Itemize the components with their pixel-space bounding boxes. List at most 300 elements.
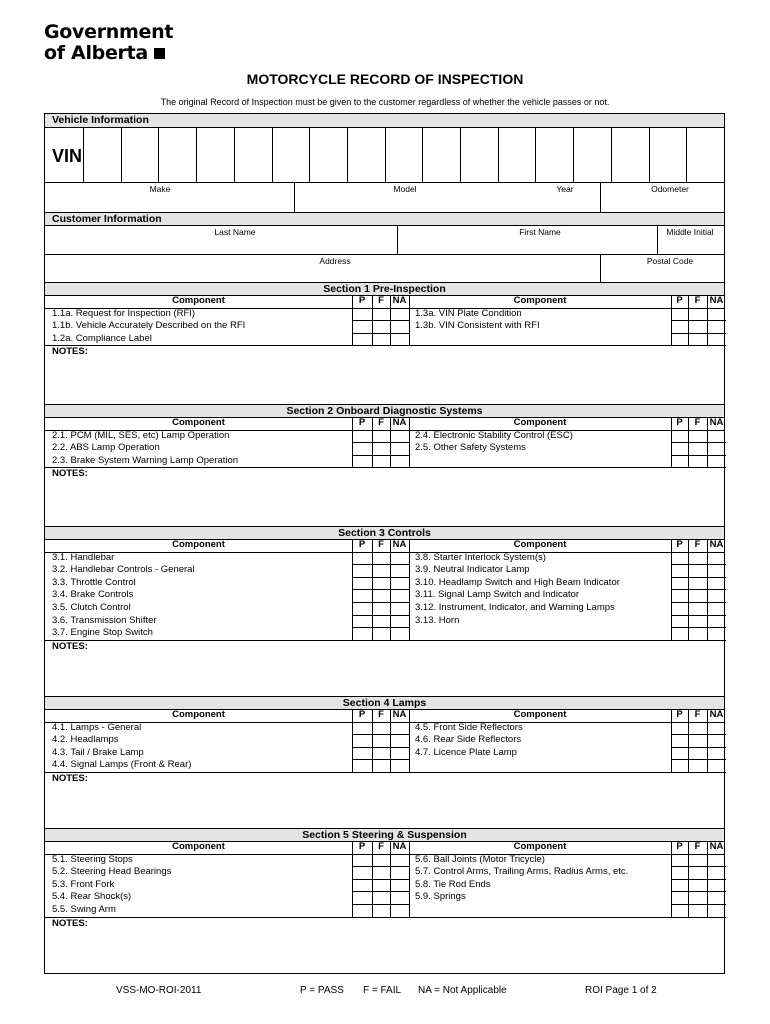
column-header-p: P [358,709,366,720]
page-subtitle: The original Record of Inspection must be given to the customer regardless of whether the vehicle passes or not. [160,97,610,107]
result-na-checkbox[interactable] [390,602,409,615]
section-title: Section 4 Lamps [45,696,724,710]
result-f-checkbox[interactable] [688,627,707,640]
grid-line [352,879,409,880]
grid-line [352,709,353,772]
vin-char-box[interactable] [83,127,121,182]
grid-line [671,904,726,905]
component-item: 2.1. PCM (MIL, SES, etc) Lamp Operation [52,429,230,441]
notes-label: NOTES: [52,640,88,652]
grid-line [671,577,726,578]
result-na-checkbox[interactable] [707,627,726,640]
grid-line [352,759,409,760]
component-item: 3.12. Instrument, Indicator, and Warning Lamps [415,602,615,613]
first-name-field[interactable] [398,236,657,254]
grid-line [352,615,409,616]
result-na-checkbox[interactable] [390,320,409,333]
result-na-checkbox[interactable] [707,904,726,917]
result-f-checkbox[interactable] [688,308,707,321]
result-f-checkbox[interactable] [688,552,707,565]
grid-line [372,295,373,345]
result-p-checkbox[interactable] [352,879,372,892]
component-item: 5.8. Tie Rod Ends [415,878,491,890]
grid-line [671,879,726,880]
form-code: VSS-MO-ROI-2011 [116,985,202,996]
result-f-checkbox[interactable] [688,615,707,628]
component-item: 3.5. Clutch Control [52,602,131,613]
result-f-checkbox[interactable] [372,589,390,602]
legend-pass: P = PASS [300,985,344,996]
vin-char-box[interactable] [686,127,724,182]
logo-line-2: of Alberta [44,42,148,64]
notes-label: NOTES: [52,346,88,358]
result-p-checkbox[interactable] [352,577,372,590]
grid-line [671,333,726,334]
result-p-checkbox[interactable] [671,589,688,602]
grid-line [671,747,726,748]
component-item: 3.2. Handlebar Controls - General [52,564,195,576]
result-f-checkbox[interactable] [372,552,390,565]
result-f-checkbox[interactable] [688,564,707,577]
result-f-checkbox[interactable] [372,577,390,590]
result-p-checkbox[interactable] [671,577,688,590]
result-f-checkbox[interactable] [372,854,390,867]
result-p-checkbox[interactable] [352,589,372,602]
result-na-checkbox[interactable] [390,866,409,879]
result-na-checkbox[interactable] [707,430,726,443]
result-p-checkbox[interactable] [352,759,372,772]
component-item: 3.7. Engine Stop Switch [52,627,153,639]
result-p-checkbox[interactable] [671,455,688,468]
component-item: 3.11. Signal Lamp Switch and Indicator [415,589,580,601]
grid-line [45,467,724,468]
result-p-checkbox[interactable] [352,308,372,321]
grid-line [352,295,353,345]
grid-line [372,709,373,772]
column-header-p: P [358,417,366,428]
result-na-checkbox[interactable] [707,891,726,904]
result-f-checkbox[interactable] [372,615,390,628]
column-header-f: F [694,841,701,852]
notes-label: NOTES: [52,468,88,480]
grid-line [390,539,391,640]
result-na-checkbox[interactable] [707,866,726,879]
result-f-checkbox[interactable] [372,866,390,879]
logo-square-icon [154,48,165,59]
component-item: 3.13. Horn [415,614,460,626]
result-f-checkbox[interactable] [372,320,390,333]
component-item: 5.7. Control Arms, Trailing Arms, Radius Arms, etc. [415,866,629,878]
result-p-checkbox[interactable] [352,734,372,747]
grid-line [688,295,689,345]
result-p-checkbox[interactable] [352,627,372,640]
make-field[interactable] [45,192,294,212]
address-field[interactable] [45,265,600,283]
result-p-checkbox[interactable] [352,615,372,628]
result-f-checkbox[interactable] [372,904,390,917]
page-title: MOTORCYCLE RECORD OF INSPECTION [246,71,524,87]
component-item: 2.3. Brake System Warning Lamp Operation [52,454,239,466]
result-p-checkbox[interactable] [352,722,372,735]
grid-line [390,709,391,772]
result-na-checkbox[interactable] [390,564,409,577]
address-label: Address [319,256,351,266]
component-item: 5.4. Rear Shock(s) [52,891,132,903]
result-f-checkbox[interactable] [688,602,707,615]
grid-line [352,320,409,321]
result-f-checkbox[interactable] [372,455,390,468]
result-na-checkbox[interactable] [390,759,409,772]
vin-char-box[interactable] [272,127,310,182]
grid-line [671,866,726,867]
result-p-checkbox[interactable] [671,747,688,760]
grid-line [352,747,409,748]
result-na-checkbox[interactable] [390,308,409,321]
result-p-checkbox[interactable] [352,866,372,879]
result-p-checkbox[interactable] [352,333,372,346]
result-na-checkbox[interactable] [707,577,726,590]
result-p-checkbox[interactable] [671,308,688,321]
result-na-checkbox[interactable] [707,442,726,455]
result-f-checkbox[interactable] [372,734,390,747]
grid-line [671,709,672,772]
result-f-checkbox[interactable] [688,589,707,602]
result-f-checkbox[interactable] [688,442,707,455]
column-header-p: P [676,295,683,306]
result-p-checkbox[interactable] [671,615,688,628]
result-f-checkbox[interactable] [688,734,707,747]
grid-line [352,455,409,456]
header-divider [45,552,724,553]
component-item: 4.6. Rear Side Reflectors [415,734,522,746]
middle-initial-field[interactable] [658,236,725,254]
result-f-checkbox[interactable] [372,442,390,455]
result-na-checkbox[interactable] [707,734,726,747]
component-item: 3.8. Starter Interlock System(s) [415,551,546,563]
result-na-checkbox[interactable] [707,615,726,628]
vin-char-box[interactable] [573,127,611,182]
page-number: ROI Page 1 of 2 [585,985,657,996]
result-p-checkbox[interactable] [671,891,688,904]
component-item [415,455,670,468]
notes-field[interactable] [45,930,724,973]
column-header-na: NA [709,841,724,852]
grid-line [352,442,409,443]
column-header-na: NA [709,295,724,306]
logo-line-1: Government [44,21,174,43]
column-header-f: F [378,295,384,306]
grid-line [671,417,672,467]
result-na-checkbox[interactable] [390,442,409,455]
result-p-checkbox[interactable] [671,866,688,879]
component-item [415,904,670,917]
result-p-checkbox[interactable] [352,891,372,904]
result-f-checkbox[interactable] [688,891,707,904]
result-p-checkbox[interactable] [671,627,688,640]
vin-char-box[interactable] [121,127,159,182]
result-na-checkbox[interactable] [390,615,409,628]
grid-line [688,841,689,917]
result-p-checkbox[interactable] [671,564,688,577]
vin-char-box[interactable] [498,127,536,182]
vin-char-box[interactable] [309,127,347,182]
grid-line [352,734,409,735]
result-p-checkbox[interactable] [352,602,372,615]
grid-line [688,709,689,772]
column-header-f: F [378,539,384,550]
column-header-f: F [694,417,701,428]
component-item: 5.1. Steering Stops [52,853,133,865]
vin-char-box[interactable] [422,127,460,182]
postal-code-field[interactable] [601,265,725,283]
result-p-checkbox[interactable] [671,333,688,346]
result-na-checkbox[interactable] [390,722,409,735]
grid-line [671,564,726,565]
result-na-checkbox[interactable] [707,759,726,772]
component-item: 4.2. Headlamps [52,734,119,746]
result-na-checkbox[interactable] [707,879,726,892]
year-odometer-field[interactable] [601,192,725,212]
component-item: 5.6. Ball Joints (Motor Tricycle) [415,853,545,865]
result-p-checkbox[interactable] [671,320,688,333]
result-na-checkbox[interactable] [707,308,726,321]
result-na-checkbox[interactable] [390,854,409,867]
result-p-checkbox[interactable] [671,602,688,615]
notes-field[interactable] [45,653,724,696]
result-na-checkbox[interactable] [390,577,409,590]
column-header-component: Component [513,709,567,720]
government-of-alberta-logo [44,22,173,64]
column-header-component: Component [172,417,225,428]
grid-line [352,539,353,640]
vin-char-box[interactable] [611,127,649,182]
column-header-component: Component [513,295,567,306]
grid-line [409,295,410,345]
result-f-checkbox[interactable] [372,879,390,892]
last-name-field[interactable] [45,236,397,254]
component-item: 3.10. Headlamp Switch and High Beam Indicator [415,576,620,588]
vin-char-box[interactable] [649,127,687,182]
result-na-checkbox[interactable] [390,627,409,640]
vin-char-box[interactable] [196,127,234,182]
result-f-checkbox[interactable] [372,759,390,772]
vin-char-box[interactable] [234,127,272,182]
column-header-p: P [358,295,366,306]
column-header-component: Component [172,841,225,852]
notes-label: NOTES: [52,917,88,929]
grid-line [352,866,409,867]
header-divider [45,308,724,309]
grid-line [671,841,672,917]
component-item: 1.2a. Compliance Label [52,332,152,344]
result-p-checkbox[interactable] [352,747,372,760]
result-na-checkbox[interactable] [707,589,726,602]
component-item: 5.5. Swing Arm [52,904,116,915]
result-f-checkbox[interactable] [688,866,707,879]
make-label: Make [149,184,171,194]
grid-line [352,333,409,334]
grid-line [352,577,409,578]
grid-line [707,539,708,640]
result-p-checkbox[interactable] [671,879,688,892]
component-item [415,627,670,640]
vin-char-box[interactable] [460,127,498,182]
result-p-checkbox[interactable] [671,722,688,735]
result-f-checkbox[interactable] [372,747,390,760]
result-f-checkbox[interactable] [372,308,390,321]
component-item: 5.3. Front Fork [52,878,115,890]
section-title: Section 2 Onboard Diagnostic Systems [45,404,724,418]
customer-info-heading: Customer Information [45,212,724,226]
result-na-checkbox[interactable] [707,747,726,760]
grid-line [671,295,672,345]
vin-char-box[interactable] [385,127,423,182]
column-header-na: NA [392,295,407,306]
column-header-component: Component [172,539,225,550]
vehicle-info-heading: Vehicle Information [45,114,724,128]
grid-line [45,640,724,641]
result-na-checkbox[interactable] [707,564,726,577]
result-na-checkbox[interactable] [707,552,726,565]
result-f-checkbox[interactable] [372,333,390,346]
result-na-checkbox[interactable] [707,602,726,615]
result-na-checkbox[interactable] [390,333,409,346]
result-na-checkbox[interactable] [390,734,409,747]
middle-initial-label: Middle Initial [666,227,714,237]
result-f-checkbox[interactable] [688,333,707,346]
result-p-checkbox[interactable] [671,734,688,747]
notes-label: NOTES: [52,773,88,784]
notes-field[interactable] [45,480,724,523]
result-p-checkbox[interactable] [671,430,688,443]
component-item: 2.2. ABS Lamp Operation [52,442,160,454]
result-p-checkbox[interactable] [352,904,372,917]
result-p-checkbox[interactable] [352,430,372,443]
column-header-na: NA [392,539,407,550]
result-p-checkbox[interactable] [671,442,688,455]
result-f-checkbox[interactable] [688,455,707,468]
grid-line [372,539,373,640]
vin-char-box[interactable] [347,127,385,182]
result-f-checkbox[interactable] [688,722,707,735]
result-na-checkbox[interactable] [707,722,726,735]
result-f-checkbox[interactable] [688,854,707,867]
result-na-checkbox[interactable] [390,589,409,602]
component-item [415,759,670,772]
result-p-checkbox[interactable] [352,854,372,867]
result-na-checkbox[interactable] [707,320,726,333]
grid-line [352,602,409,603]
notes-field[interactable] [45,358,724,401]
result-p-checkbox[interactable] [671,904,688,917]
result-f-checkbox[interactable] [372,602,390,615]
result-p-checkbox[interactable] [352,552,372,565]
result-na-checkbox[interactable] [390,430,409,443]
result-na-checkbox[interactable] [390,747,409,760]
result-na-checkbox[interactable] [390,904,409,917]
component-item: 1.3a. VIN Plate Condition [415,307,522,319]
grid-line [671,539,672,640]
result-na-checkbox[interactable] [390,879,409,892]
result-na-checkbox[interactable] [707,333,726,346]
grid-line [352,564,409,565]
grid-line [671,734,726,735]
notes-field[interactable] [45,785,724,828]
result-p-checkbox[interactable] [352,442,372,455]
grid-line [409,841,410,917]
header-divider [45,854,724,855]
column-header-component: Component [513,539,567,550]
component-item: 3.4. Brake Controls [52,589,134,601]
legend-fail: F = FAIL [363,985,402,996]
grid-line [671,891,726,892]
result-p-checkbox[interactable] [671,552,688,565]
grid-line [372,417,373,467]
grid-line [671,602,726,603]
last-name-label: Last Name [214,227,256,237]
component-item: 4.7. Licence Plate Lamp [415,746,517,758]
grid-line [688,417,689,467]
result-na-checkbox[interactable] [707,854,726,867]
result-na-checkbox[interactable] [390,552,409,565]
grid-line [671,455,726,456]
result-f-checkbox[interactable] [372,627,390,640]
component-item: 4.4. Signal Lamps (Front & Rear) [52,759,192,771]
column-header-p: P [676,709,683,720]
column-header-p: P [358,841,366,852]
postal-code-label: Postal Code [646,256,694,266]
column-header-p: P [358,539,366,550]
component-item: 2.4. Electronic Stability Control (ESC) [415,429,573,441]
result-f-checkbox[interactable] [688,577,707,590]
result-na-checkbox[interactable] [390,891,409,904]
component-item: 3.6. Transmission Shifter [52,614,157,626]
grid-line [352,841,353,917]
result-f-checkbox[interactable] [372,564,390,577]
result-f-checkbox[interactable] [688,759,707,772]
legend-na: NA = Not Applicable [418,985,507,996]
result-f-checkbox[interactable] [372,722,390,735]
result-p-checkbox[interactable] [671,759,688,772]
result-f-checkbox[interactable] [688,904,707,917]
vin-char-box[interactable] [535,127,573,182]
header-divider [45,430,724,431]
result-f-checkbox[interactable] [372,430,390,443]
result-f-checkbox[interactable] [688,747,707,760]
vin-char-box[interactable] [158,127,196,182]
grid-line [372,841,373,917]
column-header-f: F [694,709,701,720]
grid-line [671,627,726,628]
result-na-checkbox[interactable] [390,455,409,468]
model-field[interactable] [295,192,600,212]
component-item: 4.1. Lamps - General [52,721,142,733]
column-header-na: NA [709,709,724,720]
result-p-checkbox[interactable] [671,854,688,867]
result-f-checkbox[interactable] [688,320,707,333]
result-f-checkbox[interactable] [688,430,707,443]
year-label: Year [556,184,574,194]
result-f-checkbox[interactable] [372,891,390,904]
result-p-checkbox[interactable] [352,320,372,333]
result-p-checkbox[interactable] [352,564,372,577]
result-p-checkbox[interactable] [352,455,372,468]
result-f-checkbox[interactable] [688,879,707,892]
grid-line [390,841,391,917]
grid-line [45,772,724,773]
result-na-checkbox[interactable] [707,455,726,468]
component-item [415,333,670,346]
